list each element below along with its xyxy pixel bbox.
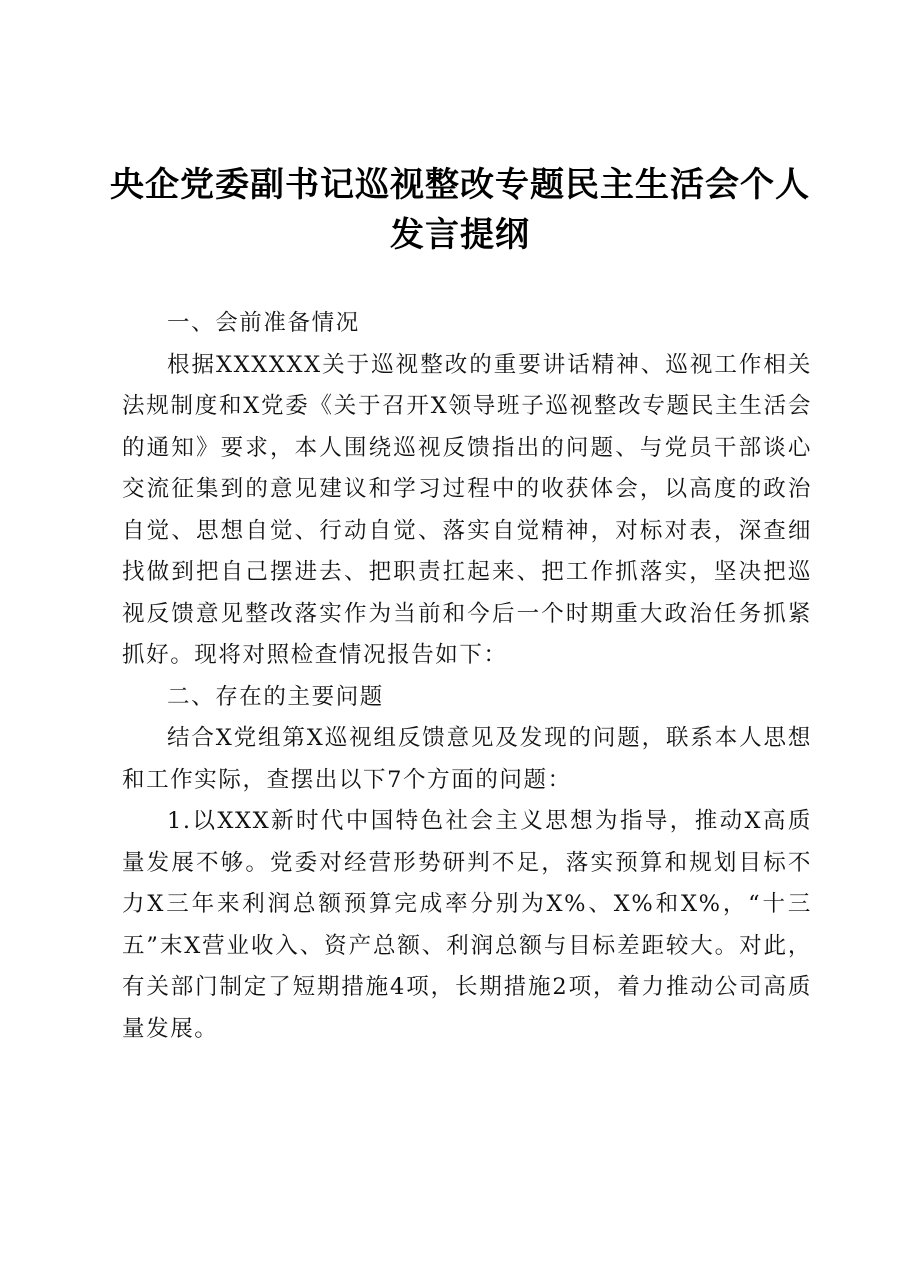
document-body [122,303,812,1050]
paragraph-3: 1.以XXX新时代中国特色社会主义思想为指导，推动X高质量发展不够。党委对经营形势研判不足，落实预算和规划目标不力X三年来利润总额预算完成率分别为X%、X%和X%，“十三五”末X营业收入、资产总额、利润总额与目标差距较大。对此，有关部门制定了短期措施4项，长期措施2项，着力推动公司高质量发展。 [122,808,812,1042]
paragraph-1: 根据XXXXXX关于巡视整改的重要讲话精神、巡视工作相关法规制度和X党委《关于召开X领导班子巡视整改专题民主生活会的通知》要求，本人围绕巡视反馈指出的问题、与党员干部谈心交流征集到的意见建议和学习过程中的收获体会，以高度的政治自觉、思想自觉、行动自觉、落实自觉精神，对标对表，深查细找做到把自己摆进去、把职责扛起来、把工作抓落实，坚决把巡视反馈意见整改落实作为当前和今后一个时期重大政治任务抓紧抓好。现将对照检查情况报告如下： [122,351,812,668]
document-title: 央企党委副书记巡视整改专题民主生活会个人发言提纲 [110,165,810,255]
paragraph-2: 结合X党组第X巡视组反馈意见及发现的问题，联系本人思想和工作实际，查摆出以下7个方面的问题： [122,725,812,793]
section-heading-2: 二、存在的主要问题 [167,683,384,710]
section-heading-1: 一、会前准备情况 [167,310,360,336]
